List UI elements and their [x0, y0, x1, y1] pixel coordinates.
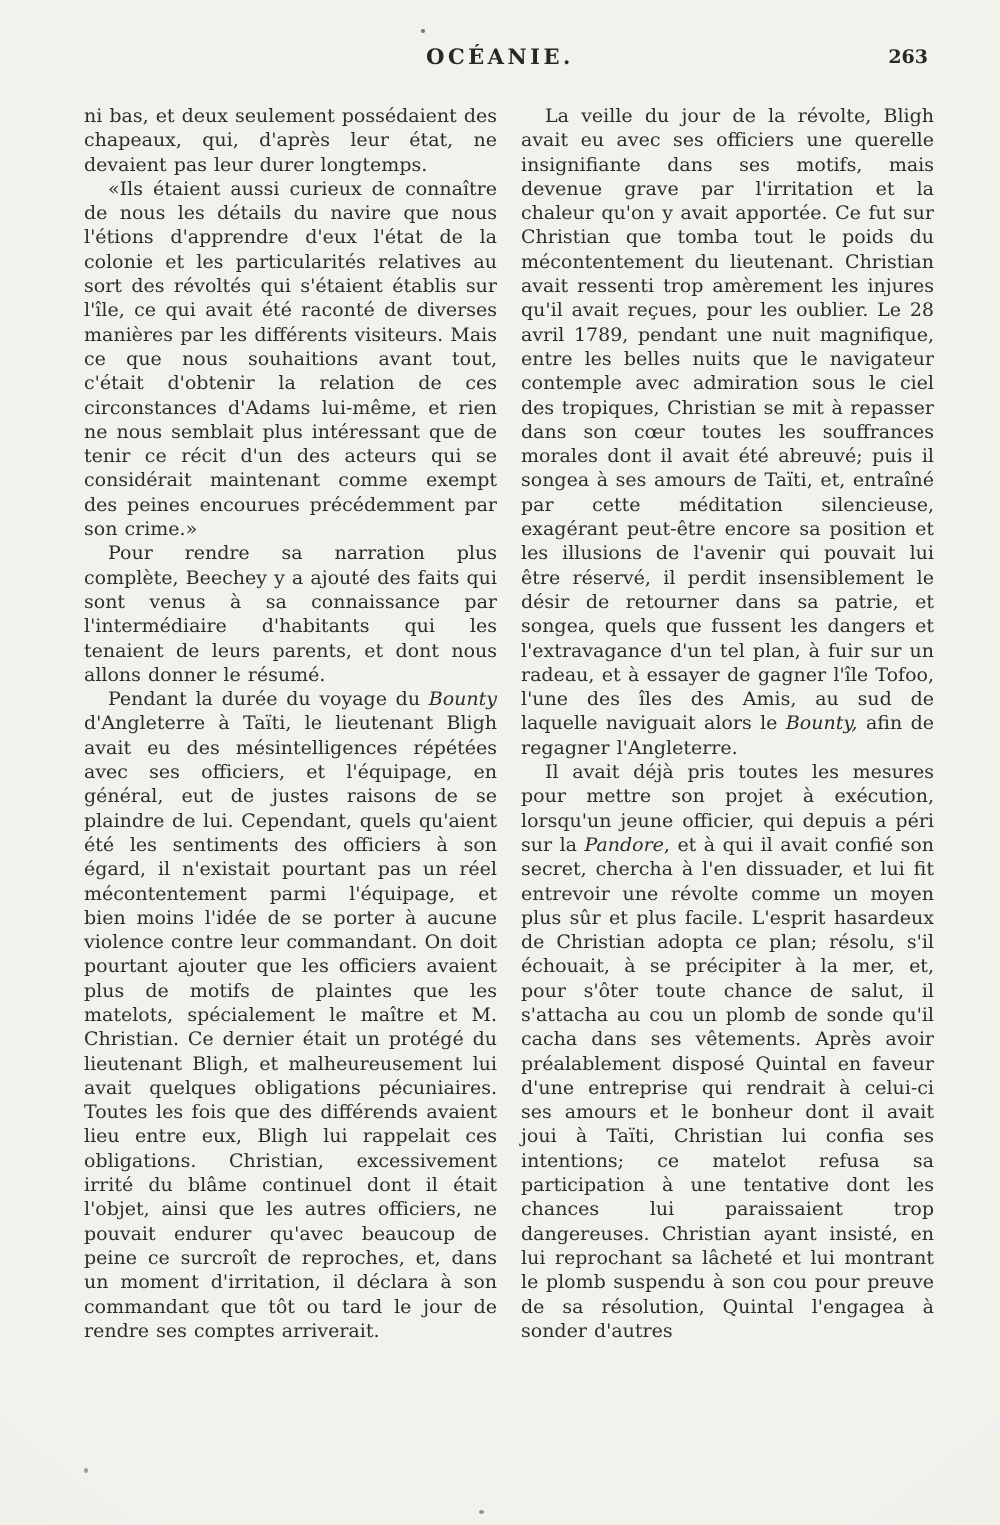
body-text: , et à qui il avait confié son secret, chercha à l'en dissuader, et lui fit entrevoir une révolte comme un moyen plus sûr et plus facile. L'esprit hasardeux de Christian adopta ce plan; résolu, s'il échouait, à se précipiter à la mer, et, pour s'ôter toute chance de salut, il s'attacha au cou un plomb de sonde qu'il cacha dans ses vêtements. Après avoir préalablement disposé Quintal en faveur d'une entreprise qui rendrait à celui-ci ses amours et le bonheur dont il avait joui à Taïti, Christian lui confia ses intentions; ce matelot refusa sa participation à une tentative dont les chances lui paraissaient trop dangereuses. Christian ayant insisté, en lui reprochant sa lâcheté et lui montrant le plomb suspendu à son cou pour preuve de sa résolution, Quintal l'engagea à sonder d'autres: [521, 833, 934, 1342]
body-text: ni bas, et deux seulement possédaient des chapeaux, qui, d'après leur état, ne devaient pas leur durer longtemps.: [84, 105, 497, 176]
paragraph: [521, 104, 934, 760]
scan-speck: [421, 29, 425, 33]
body-text: afin de regagner l'Angleterre.: [521, 712, 934, 759]
body-text: Il avait déjà pris toutes les mesures pour mettre son projet à exécution, lorsqu'un jeune officier, qui depuis a péri sur la: [521, 761, 934, 856]
page-number: 263: [888, 46, 928, 68]
text-columns: [0, 90, 1000, 1343]
italic-text: Bounty,: [785, 712, 858, 735]
scan-speck: [479, 1510, 484, 1514]
body-text: d'Angleterre à Taïti, le lieutenant Bligh avait eu des mésintelligences répétées avec ses officiers, et l'équipage, en général, eut de justes raisons de se plaindre de lui. Cependant, quels qu'aient été les sentiments des officiers à son égard, il n'existait pourtant pas un réel mécontentement parmi l'équipage, et bien moins l'idée de se porter à aucune violence contre leur commandant. On doit pourtant ajouter que les officiers avaient plus de motifs de plaintes que les matelots, spécialement le maître et M. Christian. Ce dernier était un protégé du lieutenant Bligh, et malheureusement lui avait quelques obligations pécuniaires. Toutes les fois que des différends avaient lieu entre eux, Bligh lui rappelait ces obligations. Christian, excessivement irrité du blâme continuel dont il était l'objet, ainsi que les autres officiers, ne pouvait endurer qu'avec beaucoup de peine ce surcroît de reproches, et, dans un moment d'irritation, il déclara à son commandant que tôt ou tard le jour de rendre ses comptes arriverait.: [84, 712, 497, 1342]
body-text: «Ils étaient aussi curieux de connaître de nous les détails du navire que nous l'étions d'apprendre d'eux l'état de la colonie et les particularités relatives au sort des révoltés qui s'étaient établis sur l'île, ce qui avait été raconté de diverses manières par les différents visiteurs. Mais ce que nous souhaitions avant tout, c'était d'obtenir la relation de ces circonstances d'Adams lui-même, et rien ne nous semblait plus intéressant que de tenir ce récit d'un des acteurs qui se considérait maintenant comme exempt des peines encourues précédemment par son crime.»: [84, 177, 497, 541]
paragraph: [84, 177, 497, 541]
page-header: [0, 0, 1000, 90]
body-text: Pour rendre sa narration plus complète, Beechey y a ajouté des faits qui sont venus à sa connaissance par l'intermédiaire d'habitants qui les tenaient de leurs parents, et dont nous allons donner le résumé.: [84, 542, 497, 686]
italic-text: Bounty: [428, 688, 497, 711]
body-text: La veille du jour de la révolte, Bligh avait eu avec ses officiers une querelle insignifiante dans ses motifs, mais devenue grave par l'irritation et la chaleur qu'on y avait apportée. Ce fut sur Christian que tomba tout le poids du mécontentement du lieutenant. Christian avait ressenti trop amèrement les injures qu'il avait reçues, pour les oublier. Le 28 avril 1789, pendant une nuit magnifique, entre les belles nuits que le navigateur contemple avec admiration sous le ciel des tropiques, Christian se mit à repasser dans son cœur toutes les souffrances morales dont il avait été abreuvé; puis il songea à ses amours de Taïti, et, entraîné par cette méditation silencieuse, exagérant peut-être encore sa position et les illusions de l'avenir qui pouvait lui être réservé, il perdit insensiblement le désir de retourner dans sa patrie, et songea, quels que fussent les dangers et l'extravagance d'un tel plan, à fuir sur un radeau, et à essayer de gagner l'île Tofoo, l'une des îles des Amis, au sud de laquelle naviguait alors le: [521, 105, 934, 735]
paragraph: [84, 104, 497, 177]
right-column: [521, 104, 934, 1343]
paragraph: [521, 760, 934, 1343]
paragraph: [84, 541, 497, 687]
italic-text: Pandore: [584, 833, 664, 856]
left-column: [84, 104, 497, 1343]
page-title: OCÉANIE.: [426, 44, 574, 69]
paragraph: [84, 687, 497, 1343]
body-text: Pendant la durée du voyage du: [108, 688, 429, 711]
scan-speck: [84, 1468, 88, 1473]
